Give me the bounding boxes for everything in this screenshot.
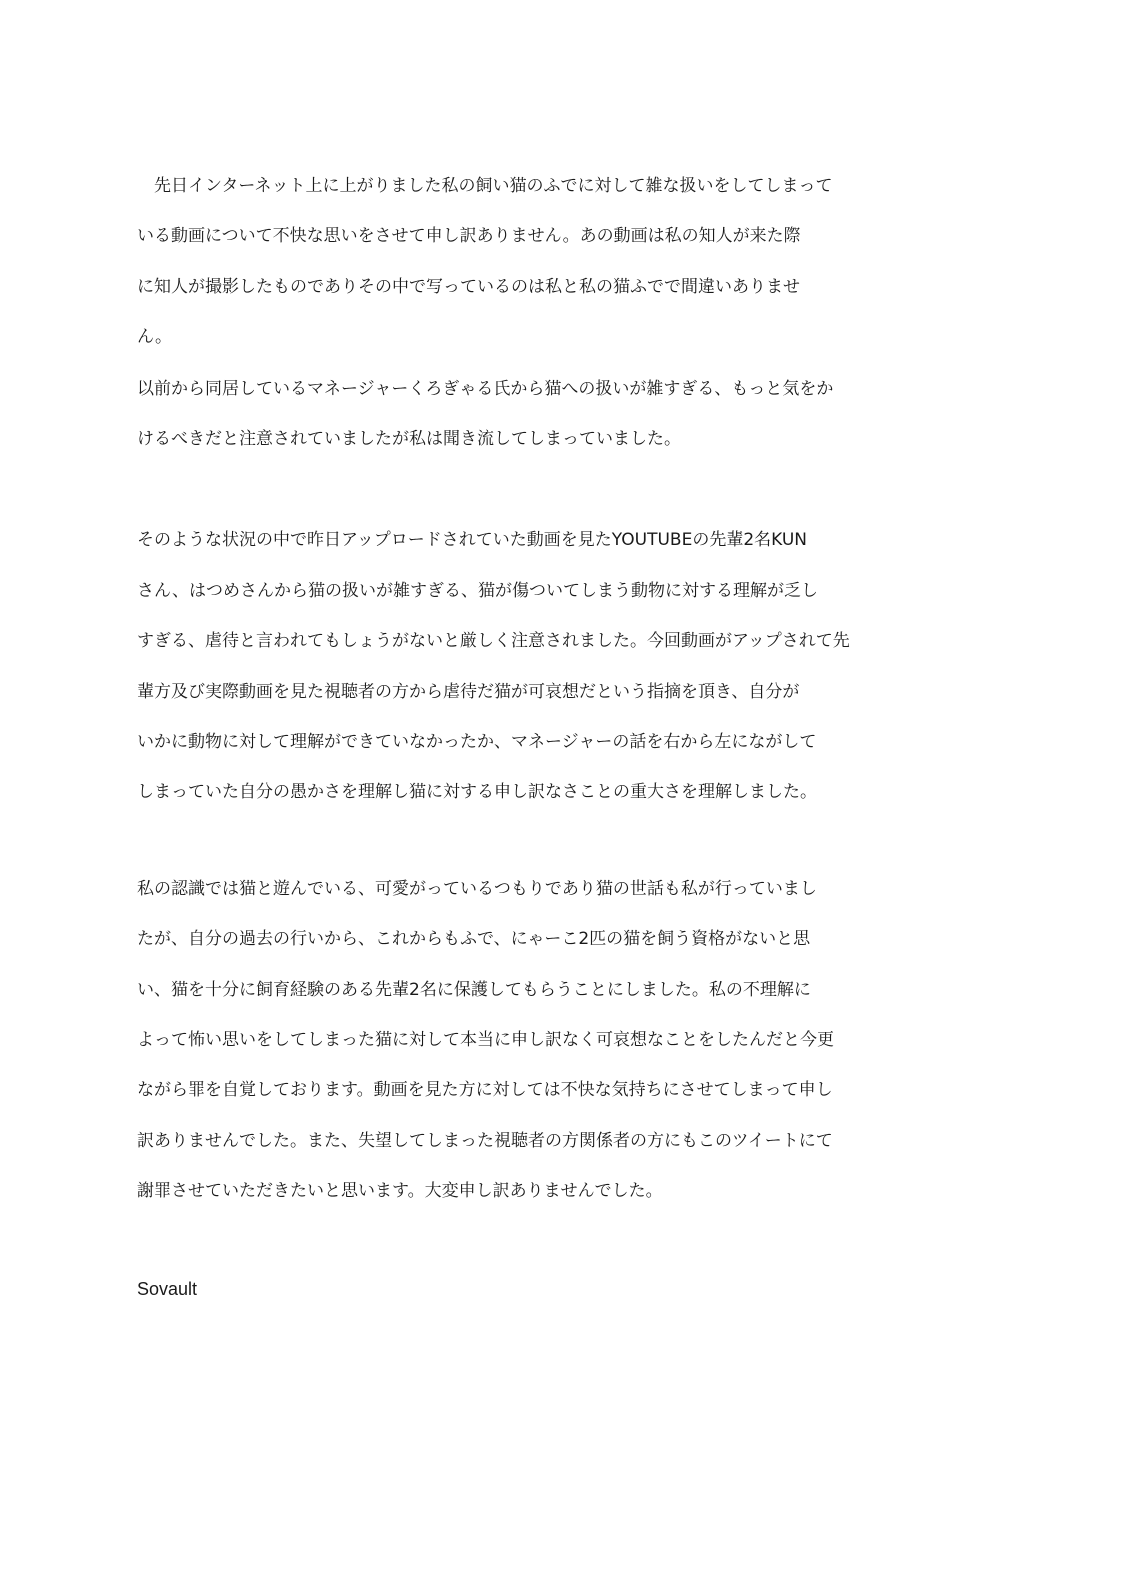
paragraph-line: に知人が撮影したものでありその中で写っているのは私と私の猫ふでで間違いありませ: [137, 277, 800, 297]
paragraph-line: 私の認識では猫と遊んでいる、可愛がっているつもりであり猫の世話も私が行っていまし: [137, 879, 817, 899]
paragraph-line: ん。: [137, 327, 173, 347]
paragraph-line: よって怖い思いをしてしまった猫に対して本当に申し訳なく可哀想なことをしたんだと今更: [137, 1030, 834, 1050]
paragraph-line: さん、はつめさんから猫の扱いが雑すぎる、猫が傷ついてしまう動物に対する理解が乏し: [137, 581, 819, 601]
paragraph-line: ながら罪を自覚しております。動画を見た方に対しては不快な気持ちにさせてしまって申し: [137, 1080, 833, 1100]
paragraph-line: 訳ありませんでした。また、失望してしまった視聴者の方関係者の方にもこのツイートにて: [137, 1131, 833, 1151]
paragraph-line: たが、自分の過去の行いから、これからもふで、にゃーこ2匹の猫を飼う資格がないと思: [137, 929, 811, 949]
paragraph-line: 以前から同居しているマネージャーくろぎゃる氏から猫への扱いが雑すぎる、もっと気をか: [137, 379, 834, 399]
paragraph-line: 先日インターネット上に上がりました私の飼い猫のふでに対して雑な扱いをしてしまって: [137, 176, 833, 196]
paragraph-line: い、猫を十分に飼育経験のある先輩2名に保護してもらうことにしました。私の不理解に: [137, 980, 811, 1000]
paragraph-line: 輩方及び実際動画を見た視聴者の方から虐待だ猫が可哀想だという指摘を頂き、自分が: [137, 682, 800, 702]
paragraph-line: けるべきだと注意されていましたが私は聞き流してしまっていました。: [137, 429, 681, 449]
paragraph-line: いる動画について不快な思いをさせて申し訳ありません。あの動画は私の知人が来た際: [137, 226, 801, 246]
paragraph-line: 謝罪させていただきたいと思います。大変申し訳ありませんでした。: [137, 1181, 663, 1201]
signature: Sovault: [137, 1279, 198, 1299]
paragraph-line: いかに動物に対して理解ができていなかったか、マネージャーの話を右から左にながして: [137, 732, 817, 752]
paragraph-line: そのような状況の中で昨日アップロードされていた動画を見たYOUTUBEの先輩2名KUN: [137, 530, 807, 550]
paragraph-line: しまっていた自分の愚かさを理解し猫に対する申し訳なさことの重大さを理解しました。: [137, 782, 817, 802]
paragraph-line: すぎる、虐待と言われてもしょうがないと厳しく注意されました。今回動画がアップされて先: [137, 631, 850, 651]
